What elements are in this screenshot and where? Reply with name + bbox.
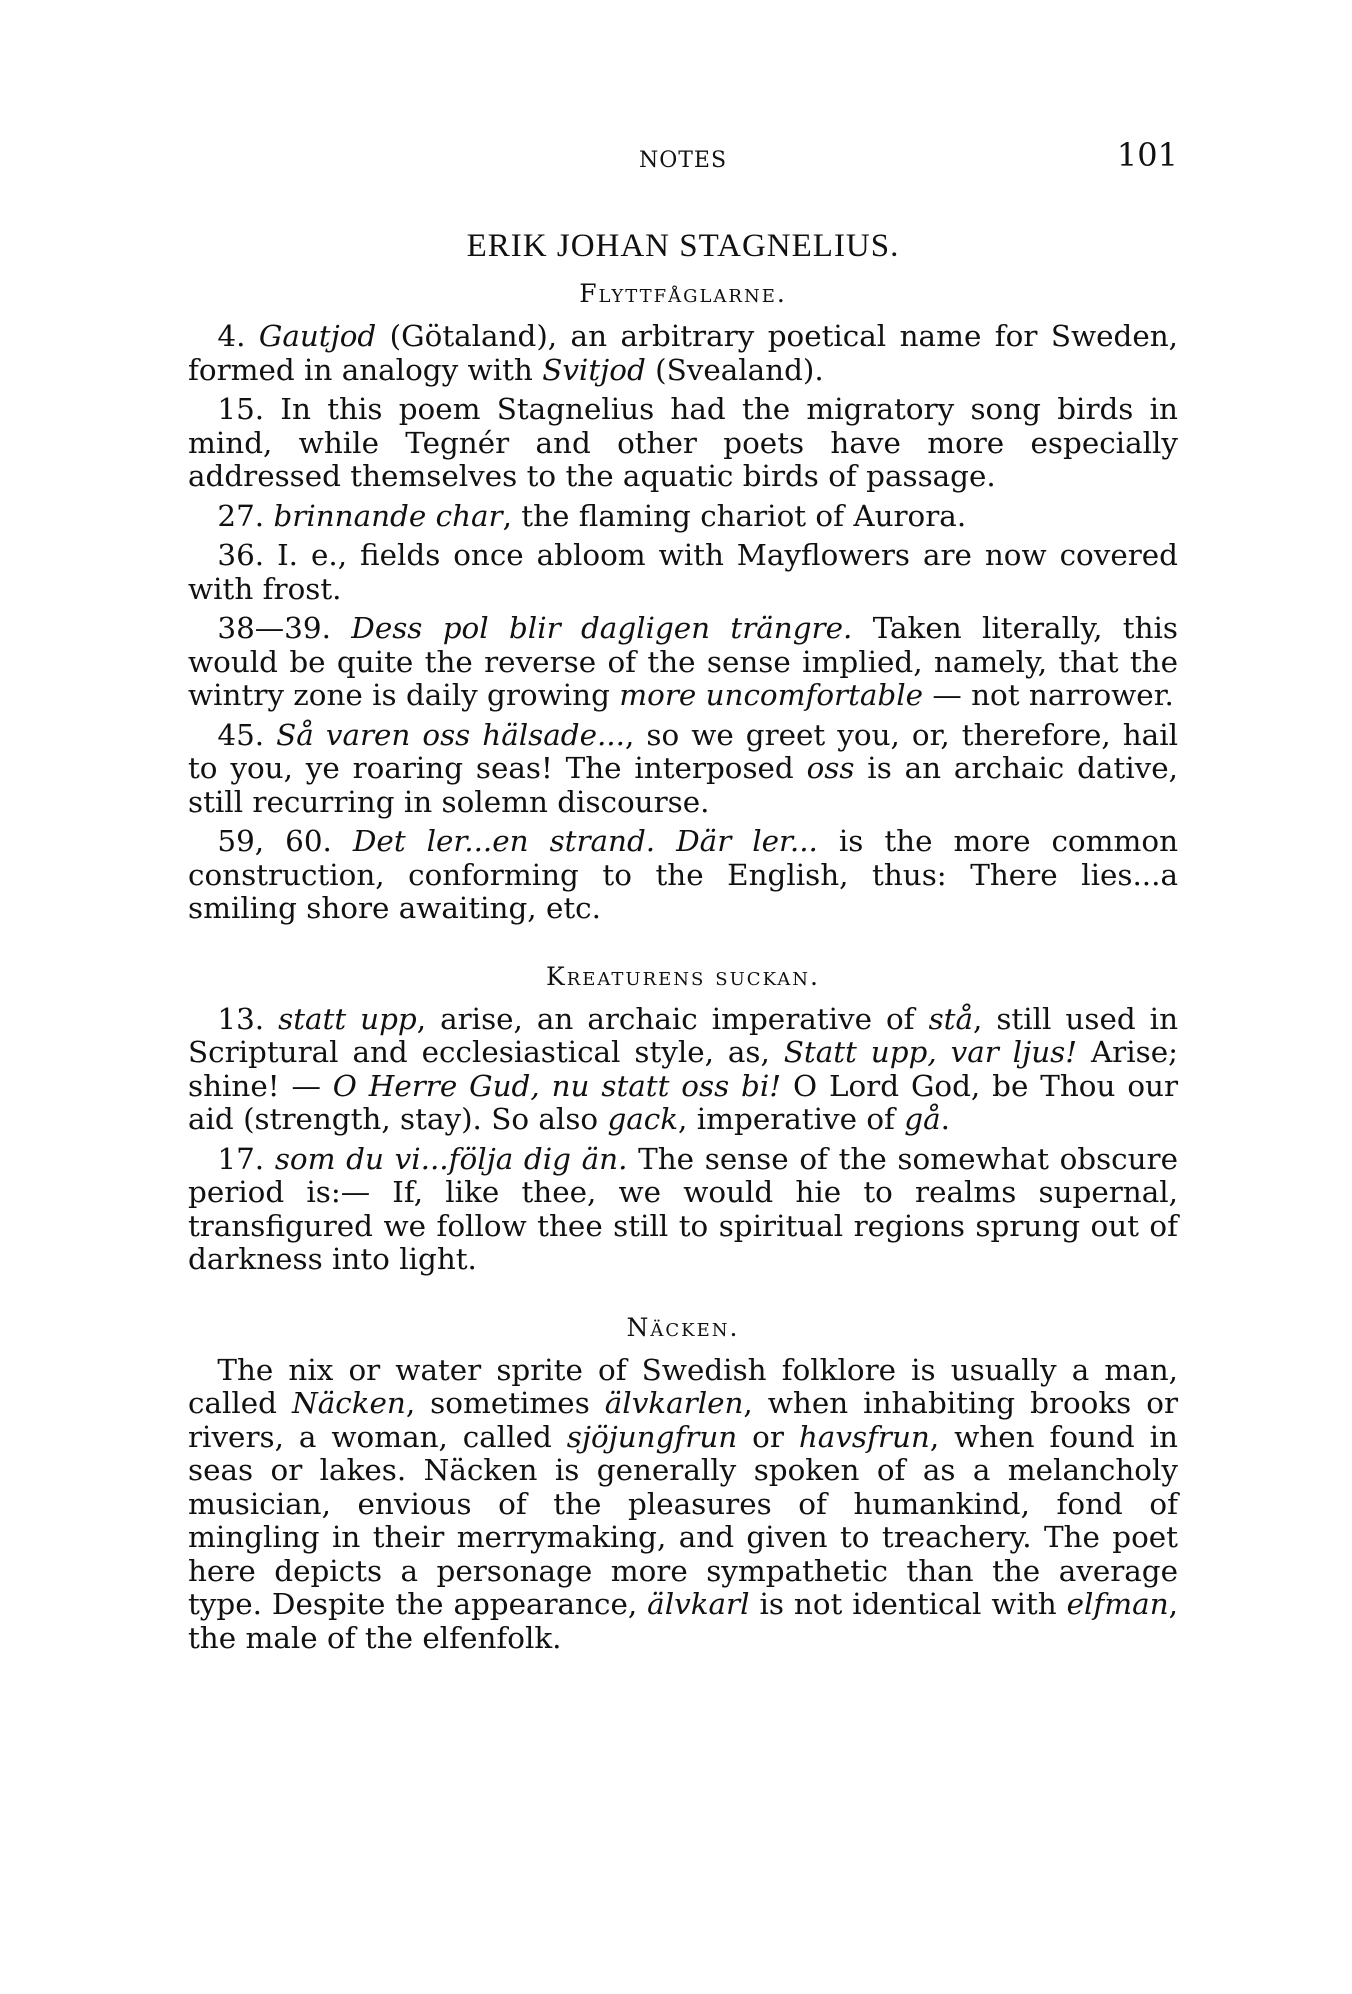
section-heading: Flyttfåglarne.	[579, 279, 787, 308]
note-paragraph: 15. In this poem Stagnelius had the migratory song birds in mind, while Tegnér and other poets have more especially addressed themselves to the aquatic birds of passage.	[188, 392, 1178, 493]
note-paragraph: 4. Gautjod (Götaland), an arbitrary poetical name for Sweden, formed in analogy with Svitjod (Svealand).	[188, 319, 1178, 387]
note-paragraph: 59, 60. Det ler...en strand. Där ler... is the more common construction, conforming to the English, thus: There lies...a smiling shore awaiting, etc.	[188, 824, 1178, 925]
note-paragraph: The nix or water sprite of Swedish folklore is usually a man, called Näcken, sometimes älvkarlen, when inhabiting brooks or rivers, a woman, called sjöjungfrun or havsfrun, when found in seas or lakes. Näcken is generally spoken of as a melancholy musician, envious of the pleasures of humankind, fond of mingling in their merrymaking, and given to treachery. The poet here depicts a personage more sympathetic than the average type. Despite the appearance, älvkarl is not identical with elfman, the male of the elfenfolk.	[188, 1352, 1178, 1655]
section-heading: Näcken.	[626, 1312, 740, 1342]
book-page	[188, 130, 1178, 1661]
section-author-title: ERIK JOHAN STAGNELIUS.	[466, 228, 900, 264]
section-nacken	[188, 1313, 1178, 1656]
section-kreaturens-suckan	[188, 962, 1178, 1277]
note-paragraph: 17. som du vi...följa dig än. The sense of the somewhat obscure period is:— If, like thee, we would hie to realms supernal, transfigured we follow thee still to spiritual regions sprung out of darkness into light.	[188, 1141, 1178, 1276]
note-paragraph: 13. statt upp, arise, an archaic imperative of stå, still used in Scriptural and ecclesiastical style, as, Statt upp, var ljus! Arise; shine! — O Herre Gud, nu statt oss bi! O Lord God, be Thou our aid (strength, stay). So also gack, imperative of gå.	[188, 1001, 1178, 1136]
running-head	[188, 130, 1178, 180]
note-paragraph: 36. I. e., fields once abloom with Mayflowers are now covered with frost.	[188, 538, 1178, 606]
running-title: NOTES	[638, 148, 728, 173]
note-paragraph: 38—39. Dess pol blir dagligen trängre. Taken literally, this would be quite the reverse of the sense implied, namely, that the wintry zone is daily growing more uncomfortable — not narrower.	[188, 611, 1178, 712]
section-heading: Kreaturens suckan.	[546, 961, 820, 991]
note-paragraph: 45. Så varen oss hälsade..., so we greet you, or, therefore, hail to you, ye roaring seas! The interposed oss is an archaic dative, still recurring in solemn discourse.	[188, 717, 1179, 819]
note-paragraph: 27. brinnande char, the flaming chariot of Aurora.	[217, 498, 967, 533]
page-number: 101	[1116, 136, 1178, 174]
section-flyttfaglarne	[188, 279, 1178, 926]
